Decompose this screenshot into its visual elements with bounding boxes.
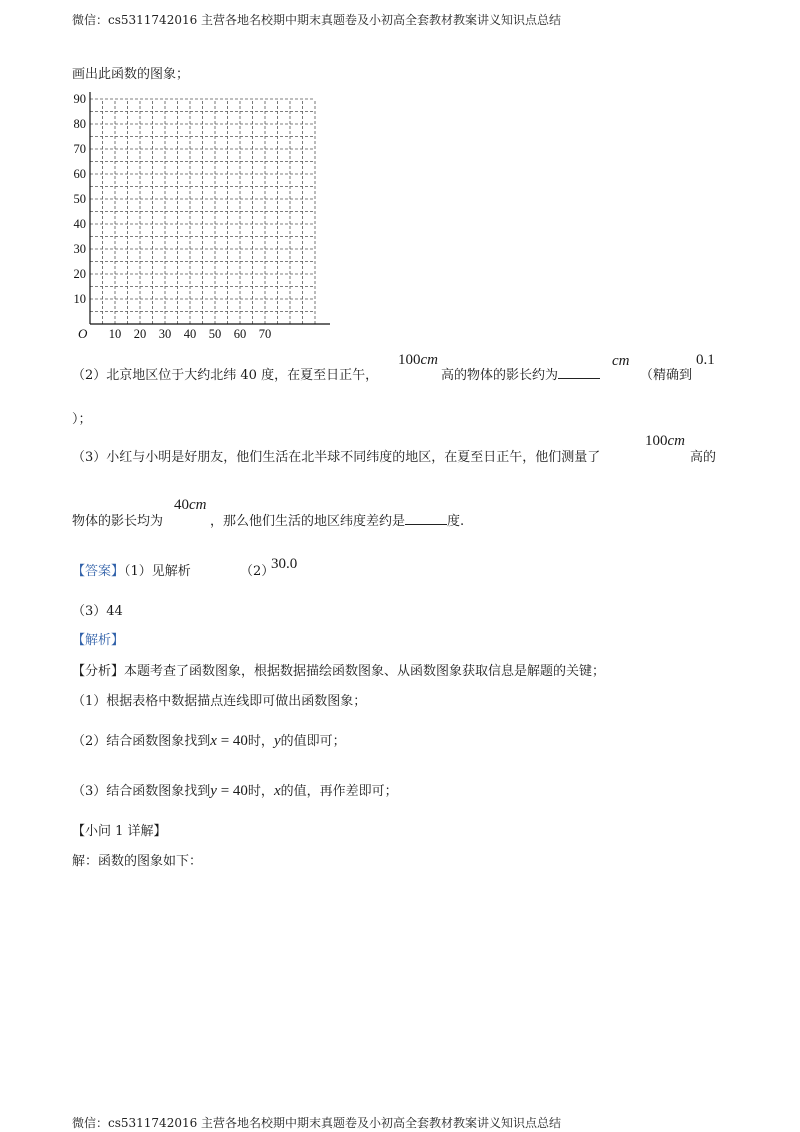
- task-1-instruction: 画出此函数的图象；: [72, 67, 190, 82]
- y-tick-label: 20: [73, 267, 86, 281]
- analysis-tag: 【解析】: [72, 633, 125, 648]
- detail-tag: 【小问 1 详解】: [72, 824, 167, 839]
- x-tick-label: 20: [133, 327, 147, 341]
- q3-length-100cm: 100cm: [645, 433, 685, 449]
- q2-unit-cm: cm: [612, 353, 630, 369]
- y-tick-label: 50: [73, 192, 86, 206]
- q3-line1-end: 高的: [690, 450, 717, 465]
- y-tick-label: 30: [73, 242, 86, 256]
- y-tick-label: 70: [73, 142, 86, 156]
- y-tick-label: 40: [73, 217, 86, 231]
- x-tick-label: 50: [208, 327, 222, 341]
- answer-tag: 【答案】: [72, 564, 125, 579]
- x-tick-label: 40: [183, 327, 197, 341]
- q2-length-100cm: 100cm: [398, 352, 438, 368]
- page-footer: 微信：cs5311742016 主营各地名校期中期末真题卷及小初高全套教材教案讲义知识点总结: [72, 1116, 562, 1130]
- answer-part2-value: 30.0: [271, 556, 298, 572]
- q3-shadow-40cm: 40cm: [174, 497, 207, 513]
- analysis-step3: （3）结合函数图象找到y = 40时，x的值，再作差即可；: [72, 783, 398, 799]
- q3-line2-mid: ，那么他们生活的地区纬度差约是 度.: [210, 514, 465, 529]
- q2-precision-value: 0.1: [696, 352, 715, 368]
- y-tick-label: 90: [73, 92, 86, 106]
- q2-answer-blank: [558, 368, 600, 379]
- y-tick-label: 10: [73, 292, 86, 306]
- x-tick-label: 70: [258, 327, 272, 341]
- detail-text: 解：函数的图象如下：: [72, 854, 203, 869]
- origin-label: O: [78, 326, 88, 341]
- q3-line1: （3）小红与小明是好朋友，他们生活在北半球不同纬度的地区，在夏至日正午，他们测量了: [72, 450, 601, 465]
- page-header: 微信：cs5311742016 主营各地名校期中期末真题卷及小初高全套教材教案讲义知识点总结: [72, 13, 562, 27]
- answer-part3: （3）44: [72, 604, 123, 619]
- q2-mid-text: 高的物体的影长约为: [441, 364, 600, 383]
- q2-prefix: （2）北京地区位于大约北纬 40 度，在夏至日正午，: [72, 368, 379, 383]
- q3-line2-start: 物体的影长均为: [72, 514, 164, 529]
- analysis-step2: （2）结合函数图象找到x = 40时，y的值即可；: [72, 733, 346, 749]
- q2-end: ）；: [72, 412, 92, 427]
- answer-part2: （2）: [240, 564, 275, 579]
- coordinate-grid: [60, 92, 330, 342]
- x-tick-label: 60: [233, 327, 247, 341]
- q3-answer-blank: [405, 514, 447, 525]
- analysis-summary: 【分析】本题考查了函数图象，根据数据描绘函数图象、从函数图象获取信息是解题的关键；: [72, 664, 606, 679]
- analysis-step1: （1）根据表格中数据描点连线即可做出函数图象；: [72, 694, 367, 709]
- y-tick-label: 60: [73, 167, 86, 181]
- answer-line: 【答案】（1）见解析: [72, 564, 191, 579]
- x-tick-label: 30: [158, 327, 172, 341]
- y-tick-label: 80: [73, 117, 86, 131]
- x-tick-label: 10: [108, 327, 122, 341]
- q2-precision-text: （精确到: [640, 368, 693, 383]
